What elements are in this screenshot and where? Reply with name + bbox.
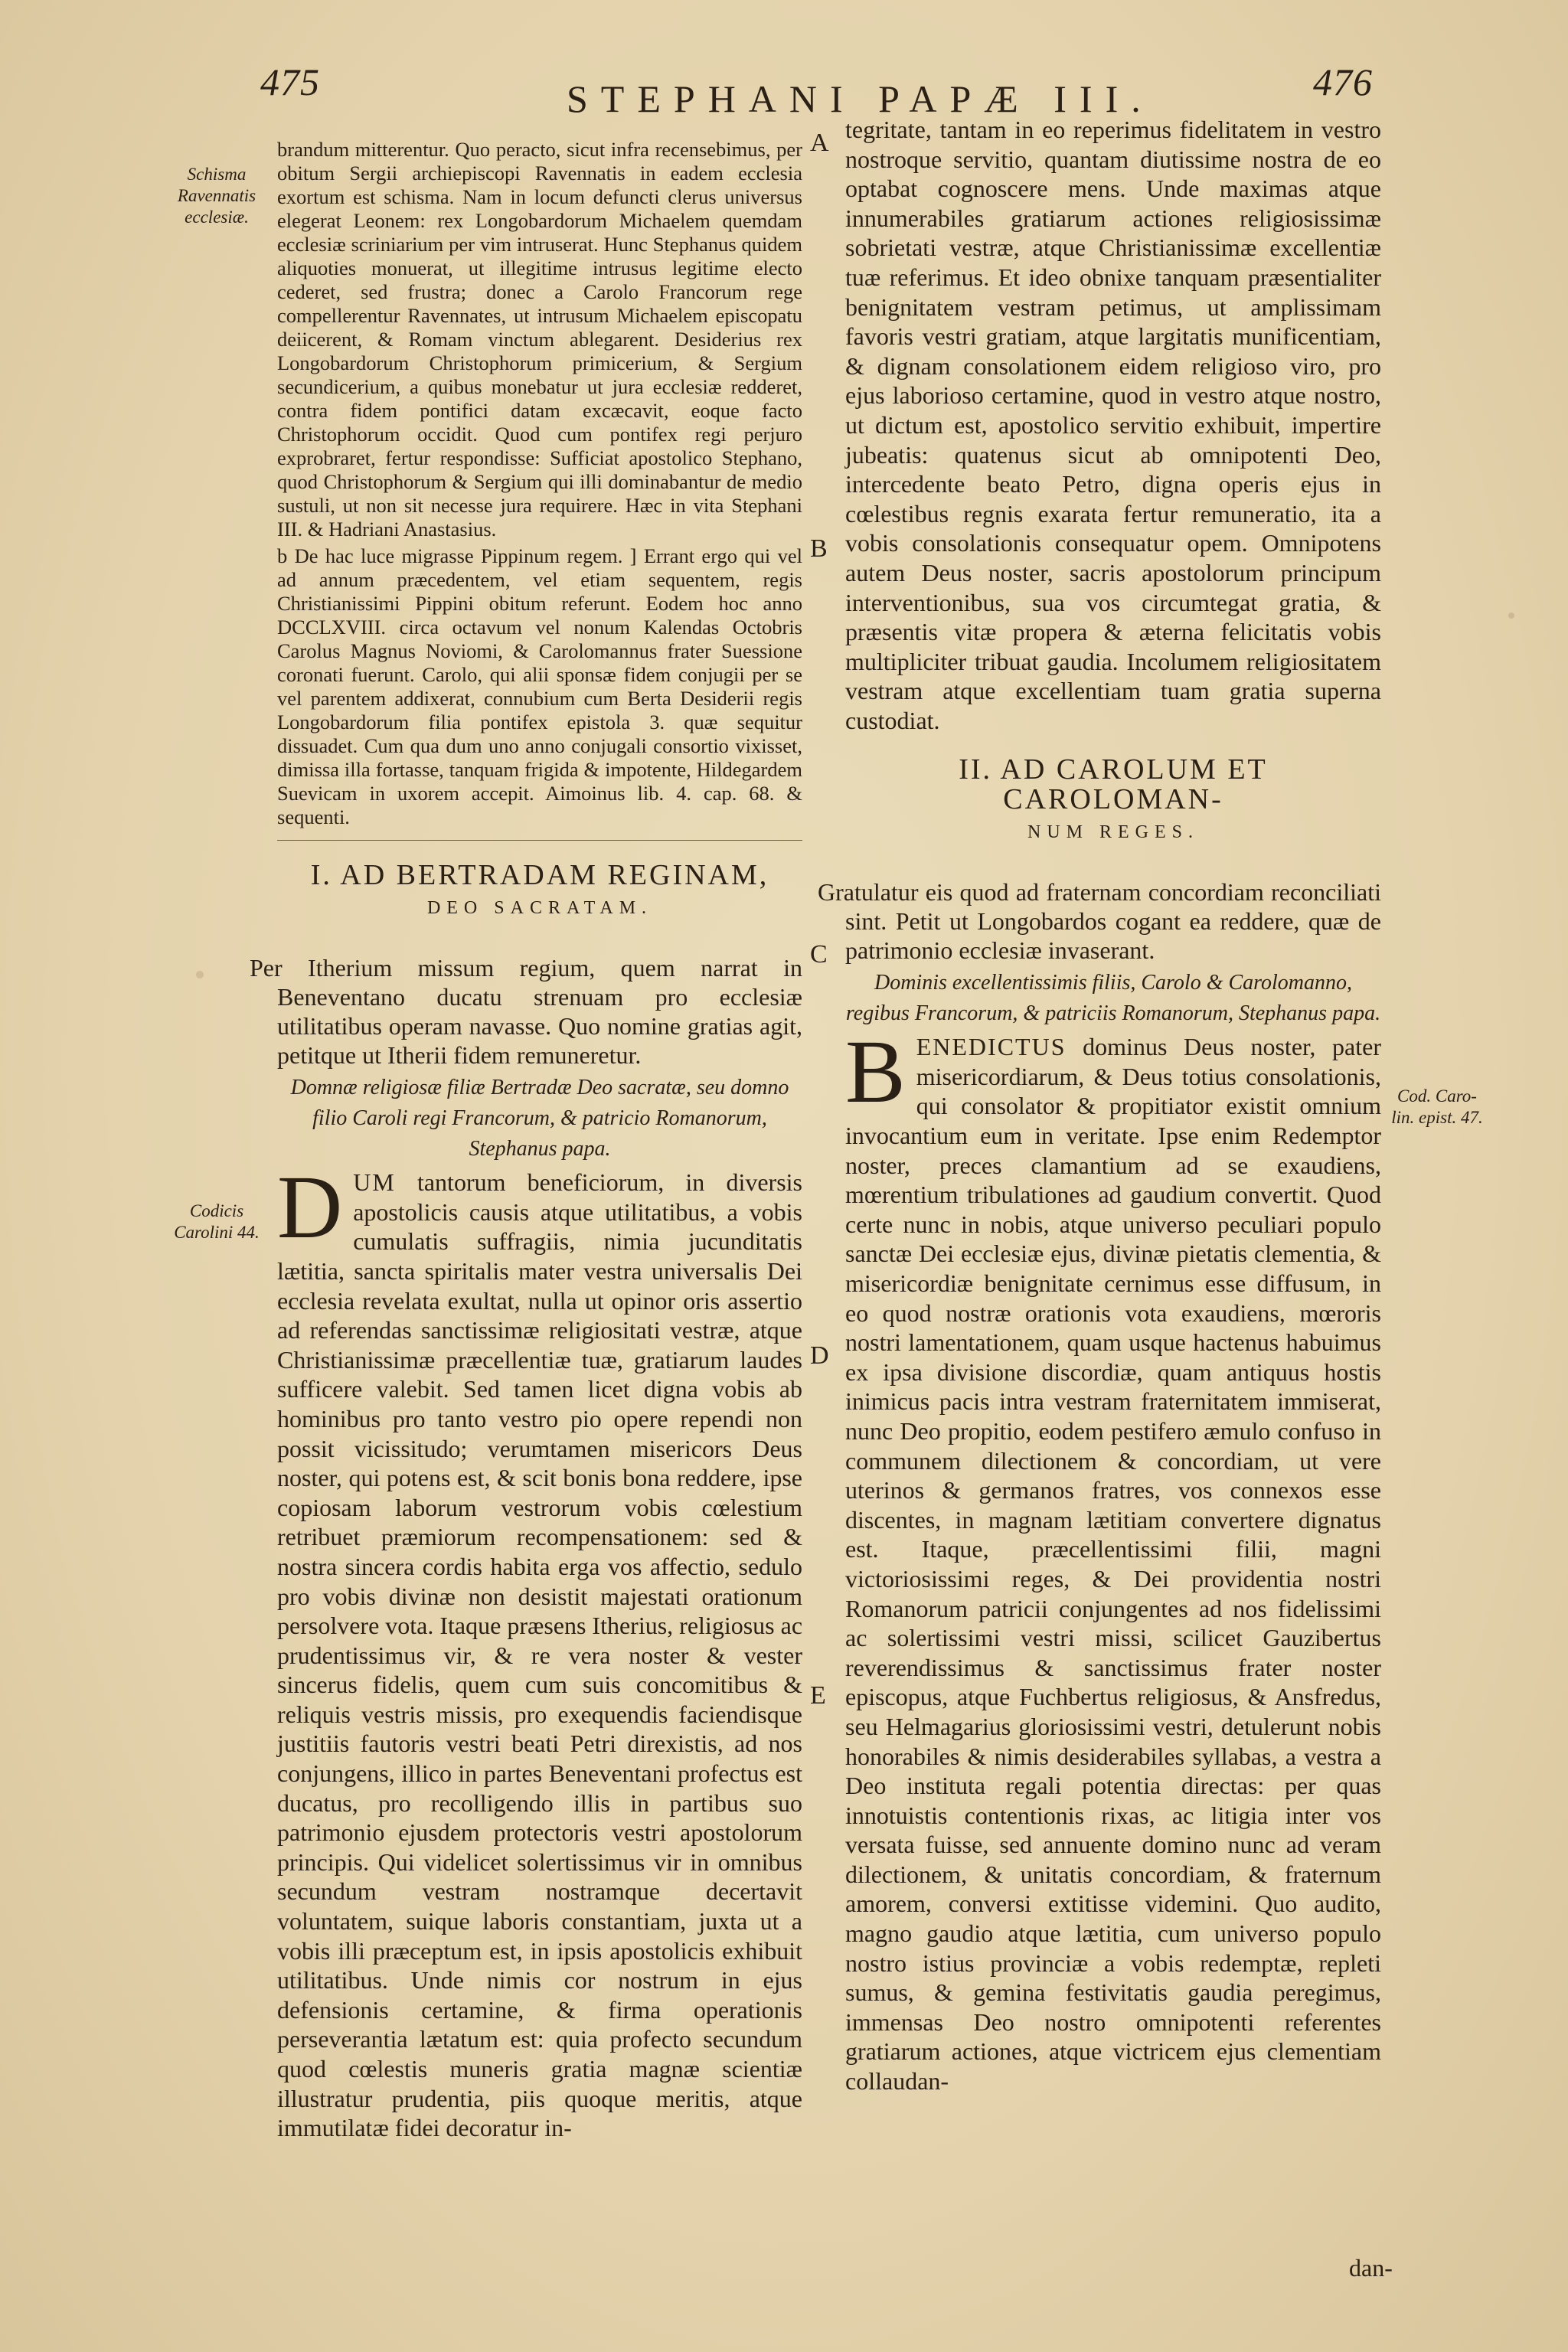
margin-note-schisma: Schisma Ravennatis ecclesiæ.	[177, 165, 256, 227]
drop-cap-b: B	[845, 1021, 906, 1122]
margin-note-codicis: Codicis Carolini 44.	[174, 1201, 260, 1242]
running-title: STEPHANI PAPÆ III.	[567, 77, 1154, 120]
section-rule	[277, 840, 802, 841]
section-letter-c: C	[810, 940, 828, 969]
letter-one-address: Domnæ religiosæ filiæ Bertradæ Deo sacratæ, seu domno filio Caroli regi Francorum, & patricio Romanorum, Stephanus papa.	[290, 1076, 789, 1161]
section-letter-d: D	[810, 1341, 829, 1370]
letter-two-address: Dominis excellentissimis filiis, Carolo & Carolomanno, regibus Francorum, & patriciis Romanorum, Stephanus papa.	[845, 971, 1381, 1026]
section-letter-a: A	[810, 129, 829, 157]
letter-one-conclusion: tegritate, tantam in eo reperimus fidelitatem in vestro nostroque servitio, quantam diutissime nostra de eo optabat cognoscere mens. Unde maximas atque innumerabiles gratiarum actiones religiosissimæ sobrietati vestræ, atque Christianissimæ excellentiæ tuæ referimus. Et ideo obnixe tanquam præsentialiter benignitatem vestram petimus, ut amplissimam favoris vestri gratiam, atque largitatis munificentiam, & dignam consolationem eidem religioso viro, pro ejus laborioso certamine, quod in vestro atque nostro, ut dictum est, apostolico servitio exhibuit, impertire jubeatis: quatenus sicut ab omnipotenti Deo, intercedente beato Petro, digna operis ejus in cœlestibus regnis exarata fertur remuneratio, ita a vobis consolationis consequatur opem. Omnipotens autem Deus noster, sacris apostolorum principum interventionibus, sua vos circumtegat gratia, & præsentis vitæ propera & æterna felicitatis vobis multipliciter tribuat gaudia. Incolumem religiositatem vestram atque excellentiam tuam gratia superna custodiat.	[845, 116, 1381, 734]
section-letter-b: B	[810, 534, 828, 563]
page-number-right: 476	[1313, 60, 1373, 103]
letter-one-summary: Per Itherium missum regium, quem narrat in Beneventano ducatu strenuam pro ecclesiæ utilitatibus operam navasse. Quo nomine gratias agit, petitque ut Itherii fidem remuneretur.	[250, 954, 802, 1070]
page-number-left: 475	[260, 60, 320, 103]
letter-one-subheading: DEO SACRATAM.	[426, 897, 653, 918]
footnote-b: b De hac luce migrasse Pippinum regem. ] Errant ergo qui vel ad annum præcedentem, vel etiam sequentem, regis Christianissimi Pippini obitum referunt. Eodem hoc anno DCCLXVIII. circa octavum vel nonum Kalendas Octobris Carolus Magnus Noviomi, & Carolomannus frater Suessione coronati fuerunt. Carolo, qui alii sponsæ fidem conjugii per se vel parentem addixerat, connubium cum Berta Desiderii regis Longobardorum filia pontifex epistola 3. quæ sequitur dissuadet. Cum qua dum uno anno conjugali consortio vixisset, dimissa illa fortasse, tanquam frigida & impotente, Hildegardem Suevicam in uxorem accepit. Aimoinus lib. 4. cap. 68. & sequenti.	[277, 544, 802, 828]
section-letter-e: E	[810, 1681, 826, 1710]
letter-one-body	[277, 1157, 803, 2143]
letter-two-subheading: NUM REGES.	[1027, 822, 1199, 842]
paper-spot	[196, 971, 204, 978]
first-word-benedictus: ENEDICTUS	[916, 1033, 1067, 1061]
letter-two-body	[845, 1021, 1382, 2096]
left-column	[250, 138, 803, 2146]
paper-spot	[1508, 612, 1514, 619]
letter-two-summary: Gratulatur eis quod ad fraternam concordiam reconciliati sint. Petit ut Longobardos cogant ea reddere, quæ de patrimonio ecclesiæ invaserant.	[818, 878, 1381, 965]
letter-one-text: tantorum beneficiorum, in diversis apostolicis causis atque utilitatibus, a vobis cumulatis suffragiis, nimia jucunditatis lætitia, sancta spiritalis mater vestra universalis Dei ecclesia revelata exultat, nulla ut opinor oris assertio ad referendas sanctissimæ religiositati vestræ, atque Christianissimæ præcellentiæ tuæ, gratiarum laudes sufficere valebit. Sed tamen licet digna vobis ab hominibus pro tanto vestro pio opere rependi non possit vicissitudo; verumtamen misericors Deus noster, qui potens est, & scit bonis bona reddere, ipse copiosam laborum vestrorum vobis cœlestium retribuet præmiorum recompensationem: sed & nostra sincera cordis habita erga vos affectio, sedulo pro vobis divinæ non desistit majestati orationum persolvere vota. Itaque præsens Itherius, religiosus ac prudentissimus vir, & re vera noster & vester sincerus fidelis, quem cum suis concomitibus & reliquis vestris missis, pro exequendis faciendisque justitiis fautoris vestri beati Petri direxistis, ad nos conjungens, illico in partes Beneventani profectus est ducatus, pro recolligendo illis in partibus suo patrimonio ejusdem protectoris vestri apostolorum principis. Qui videlicet solertissimus vir in omnibus secundum vestram nostramque decertavit voluntatem, suique laboris constantiam, juxta ut a vobis illi præceptum est, in ipsis apostolicis exhibuit utilitatibus. Unde nimis cor nostrum in ejus defensionis certamine, & firma operationis perseverantia lætatum est: quia profecto secundum quod cœlestis muneris gratia magnæ scientiæ illustratur prudentia, piis quoque meritis, atque immutilatæ fidei decoratur in-	[277, 1168, 803, 2142]
letter-two-text: dominus Deus noster, pater misericordiarum, & Deus totius consolationis, qui consolator & propitiator existit omnium invocantium eum in veritate. Ipse enim Redemptor noster, preces clamantium ad se exaudiens, mœrentium tribulationes ad gaudium convertit. Quod certe nunc in nobis, atque universo peculiari populo sanctæ Dei ecclesiæ ejus, divinæ pietatis clementia, & misericordiæ benignitate cernimus esse diffusum, in eo quod nostræ orationis vota exaudiens, mœroris nostri lamentationem, quam usque hactenus habuimus ex ipsa divisione discordiæ, quam antiquus hostis inimicus pacis intra vestram fraternitatem immiserat, nunc Deo propitio, eodem pestifero æmulo confuso in communem dilectionem & concordiam, ut vere uterinos & germanos fratres, vos connexos esse discentes, in magnam lætitiam convertere dignatus est. Itaque, præcellentissimi filii, magni victoriosissimi reges, & Dei providentia nostri Romanorum patricii conjungentes ad nos fidelissimi ac solertissimi vestri missi, scilicet Gauzibertus reverendissimus & sanctissimus frater noster episcopus, atque Fuchbertus religiosus, & Ansfredus, seu Helmagarius gloriosissimi vestri, detulerunt nobis honorabiles & nimis desiderabiles syllabas, a vestra a Deo instituta regali potentia directas: per quas innotuistis contentionis rixas, ac litigia inter vos versata fuisse, sed annuente domino nunc ad veram dilectionem, & unitatis concordiam, & fraternum amorem, conversi extitisse videmini. Quo audito, magno gaudio atque lætitia, cum universo populo nostro istius provinciæ a vobis redemptæ, repleti sumus, & gemina festivitatis gaudia peregimus, immensas Deo nostro omnipotenti referentes gratiarum actiones, atque victricem ejus clementiam collaudan-	[845, 1033, 1382, 2096]
margin-note-codcaro: Cod. Caro- lin. epist. 47.	[1391, 1086, 1483, 1127]
letter-two-heading: II. AD CAROLUM ET CAROLOMAN-	[959, 753, 1268, 816]
first-word-um: UM	[353, 1168, 396, 1197]
right-column	[818, 115, 1382, 2099]
letter-one-heading: I. AD BERTRADAM REGINAM,	[310, 859, 769, 891]
catchword: dan-	[1349, 2254, 1393, 2282]
footnote-a: brandum mitterentur. Quo peracto, sicut infra recensebimus, per obitum Sergii archiepiscopi Ravennatis in eadem ecclesia exortum est schisma. Nam in locum defuncti clerus universus elegerat Leonem: rex Longobardorum Michaelem quemdam ecclesiæ scriniarium per vim intruserat. Hunc Stephanus quidem aliquoties monuerat, ut illegitime intrusus legitime electo cederet, sed frustra; donec a Carolo Francorum rege compellerentur Ravennates, ut intrusum Michaelem episcopatu deiicerent, & Romam vinctum ablegarent. Desiderius rex Longobardorum Christophorum primicerium, & Sergium secundicerium, a quibus monebatur ut jura ecclesiæ redderet, contra fidem pontifici datam excæcavit, eoque facto Christophorum occidit. Quod cum pontifex regi perjuro exprobraret, fertur respondisse: Sufficiat apostolico Stephano, quod Christophorum & Sergium qui illi dominabantur de medio sustuli, ut non sit necesse jura requirere. Hæc in vita Stephani III. & Hadriani Anastasius.	[277, 138, 802, 541]
drop-cap-d: D	[277, 1157, 343, 1258]
